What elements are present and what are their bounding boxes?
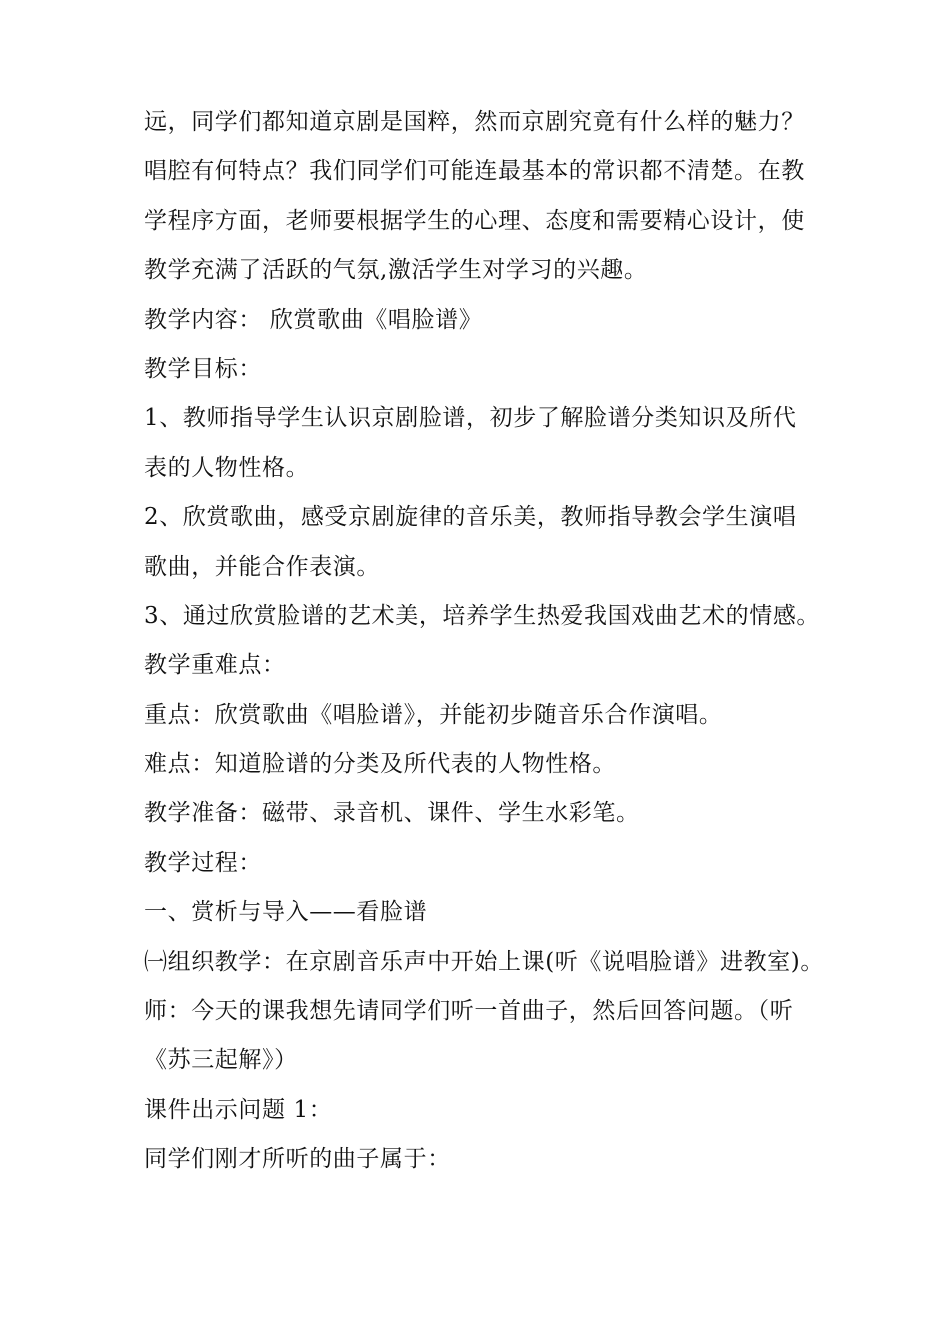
text-line: 远，同学们都知道京剧是国粹，然而京剧究竟有什么样的魅力？ [144, 109, 805, 135]
goal-1-line: 1、教师指导学生认识京剧脸谱，初步了解脸谱分类知识及所代 [144, 405, 797, 432]
difficulty-line: 难点：知道脸谱的分类及所代表的人物性格。 [144, 751, 616, 778]
key-difficulties-heading: 教学重难点： [144, 652, 286, 679]
teaching-content-line: 教学内容： 欣赏歌曲《唱脸谱》 [144, 306, 483, 333]
question-1-heading: 课件出示问题 1： [144, 1096, 333, 1123]
goal-2-line: 2、欣赏歌曲，感受京剧旋律的音乐美，教师指导教会学生演唱 [144, 504, 797, 531]
goal-1-continued: 表的人物性格。 [144, 454, 310, 481]
goal-3-line: 3、通过欣赏脸谱的艺术美，培养学生热爱我国戏曲艺术的情感。 [144, 602, 821, 629]
text-line: 学程序方面，老师要根据学生的心理、态度和需要精心设计，使 [144, 207, 805, 234]
teaching-goals-heading: 教学目标： [144, 355, 262, 382]
goal-2-continued: 歌曲，并能合作表演。 [144, 553, 380, 580]
section-1-heading: 一、赏析与导入——看脸谱 [144, 899, 428, 926]
process-heading: 教学过程： [144, 849, 262, 876]
step-1-line: ㈠组织教学：在京剧音乐声中开始上课(听《说唱脸谱》进教室)。 [144, 948, 824, 975]
key-point-line: 重点：欣赏歌曲《唱脸谱》，并能初步随音乐合作演唱。 [144, 701, 723, 728]
question-1-text: 同学们刚才所听的曲子属于： [144, 1146, 451, 1173]
document-body [144, 98, 824, 1185]
teacher-line-continued: 《苏三起解》） [144, 1047, 298, 1074]
preparation-line: 教学准备：磁带、录音机、课件、学生水彩笔。 [144, 800, 640, 827]
text-line: 唱腔有何特点？我们同学们可能连最基本的常识都不清楚。在教 [144, 158, 805, 185]
teacher-line: 师：今天的课我想先请同学们听一首曲子，然后回答问题。（听 [144, 998, 794, 1025]
text-line: 教学充满了活跃的气氛,激活学生对学习的兴趣。 [144, 257, 648, 284]
